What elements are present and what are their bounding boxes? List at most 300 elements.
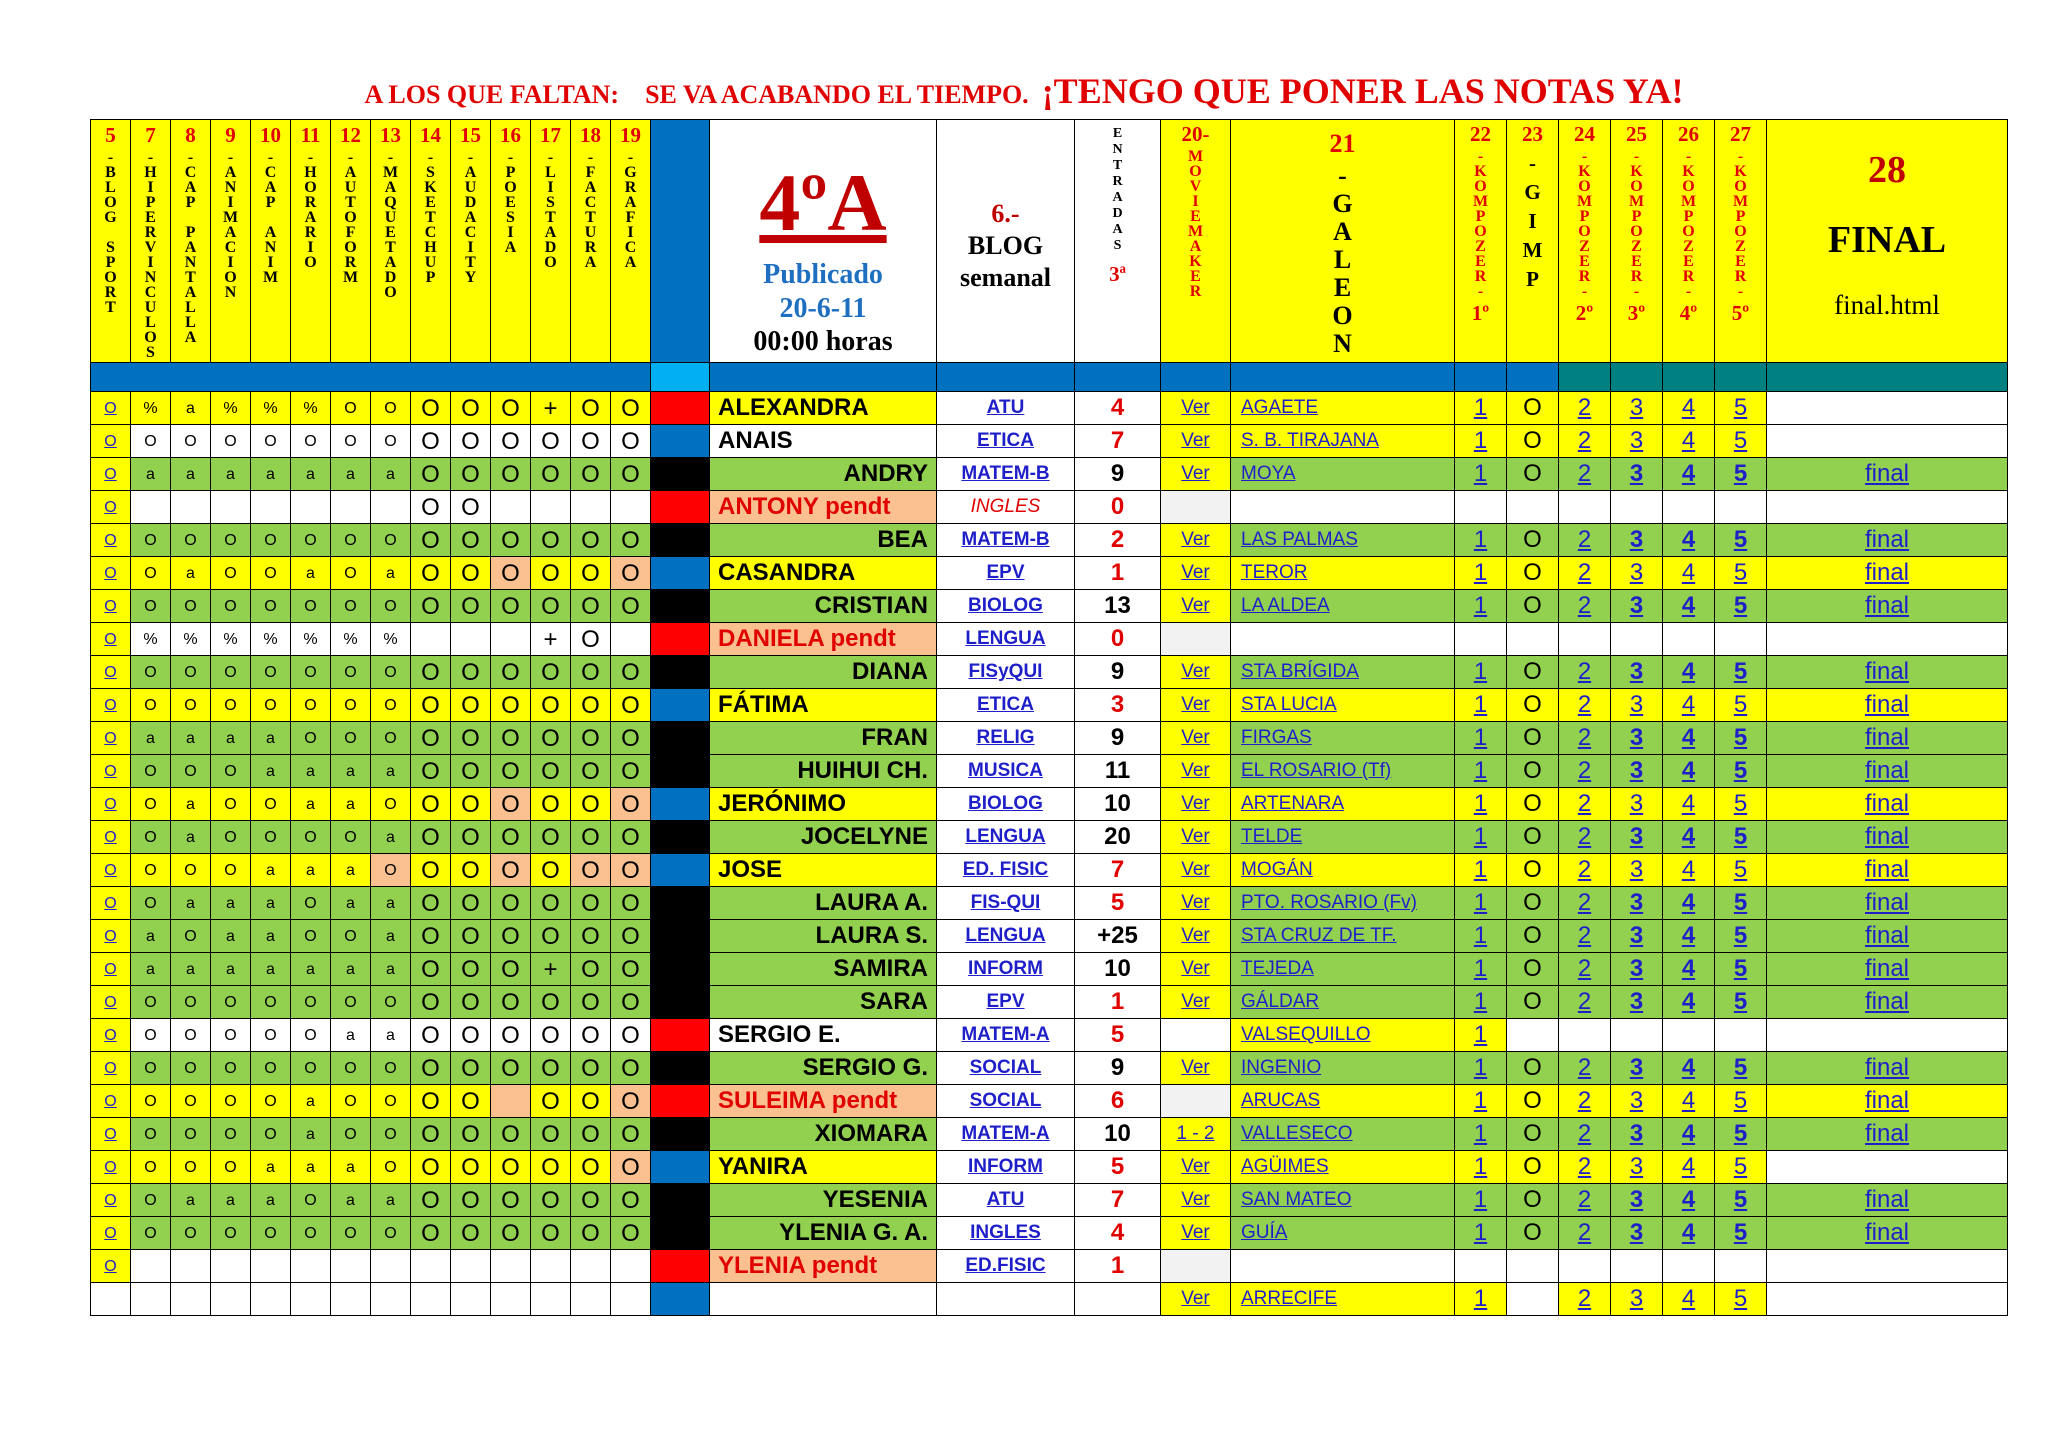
galeon-link[interactable]: INGENIO xyxy=(1231,1052,1455,1085)
kompozer5-link[interactable]: 5 xyxy=(1715,788,1767,821)
kompozer1-link[interactable]: 1 xyxy=(1455,887,1507,920)
activity-cell[interactable]: O xyxy=(91,854,131,887)
kompozer1-link[interactable]: 1 xyxy=(1455,524,1507,557)
kompozer4-link[interactable]: 4 xyxy=(1663,1184,1715,1217)
student-row xyxy=(91,755,2008,788)
blog-link[interactable]: ETICA xyxy=(937,425,1075,458)
kompozer4-link[interactable]: 4 xyxy=(1663,986,1715,1019)
activity-cell[interactable]: O xyxy=(91,425,131,458)
kompozer5-link[interactable]: 5 xyxy=(1715,887,1767,920)
final-link[interactable]: final xyxy=(1767,524,2008,557)
kompozer3-link[interactable]: 3 xyxy=(1611,755,1663,788)
kompozer1-link[interactable]: 1 xyxy=(1455,920,1507,953)
kompozer1-link[interactable]: 1 xyxy=(1455,755,1507,788)
kompozer1-link[interactable]: 1 xyxy=(1455,1151,1507,1184)
kompozer4-link[interactable]: 4 xyxy=(1663,524,1715,557)
moviemaker-link[interactable]: Ver xyxy=(1161,524,1231,557)
kompozer3-link[interactable]: 3 xyxy=(1611,656,1663,689)
galeon-link[interactable]: GUÍA xyxy=(1231,1217,1455,1250)
activity-cell[interactable]: O xyxy=(91,656,131,689)
kompozer2-link[interactable]: 2 xyxy=(1559,392,1611,425)
kompozer4-link[interactable]: 4 xyxy=(1663,887,1715,920)
kompozer2-link[interactable]: 2 xyxy=(1559,920,1611,953)
kompozer3-header xyxy=(1611,120,1663,363)
kompozer3-link[interactable]: 3 xyxy=(1611,821,1663,854)
kompozer4-link[interactable]: 4 xyxy=(1663,425,1715,458)
galeon-link[interactable]: SAN MATEO xyxy=(1231,1184,1455,1217)
kompozer2-num: 24 xyxy=(1574,122,1595,146)
entradas-count: 4 xyxy=(1075,1217,1161,1250)
kompozer4-link[interactable]: 4 xyxy=(1663,689,1715,722)
moviemaker-link[interactable]: Ver xyxy=(1161,425,1231,458)
moviemaker-link[interactable]: Ver xyxy=(1161,590,1231,623)
activity-cell: O xyxy=(451,689,491,722)
activity-cell: O xyxy=(211,1151,251,1184)
final-link[interactable]: final xyxy=(1767,1217,2008,1250)
blog-link[interactable]: LENGUA xyxy=(937,821,1075,854)
kompozer5-link[interactable]: 5 xyxy=(1715,953,1767,986)
kompozer1-link[interactable]: 1 xyxy=(1455,953,1507,986)
activity-cell: O xyxy=(331,1052,371,1085)
blog-link[interactable]: INFORM xyxy=(937,1151,1075,1184)
kompozer1-link[interactable]: 1 xyxy=(1455,425,1507,458)
kompozer5-link xyxy=(1715,1250,1767,1283)
kompozer3-link[interactable]: 3 xyxy=(1611,1283,1663,1316)
kompozer5-link[interactable]: 5 xyxy=(1715,854,1767,887)
blog-link[interactable]: RELIG xyxy=(937,722,1075,755)
galeon-link[interactable]: ARRECIFE xyxy=(1231,1283,1455,1316)
activity-cell[interactable]: O xyxy=(91,524,131,557)
kompozer1-link[interactable]: 1 xyxy=(1455,1019,1507,1052)
kompozer1-link[interactable]: 1 xyxy=(1455,557,1507,590)
moviemaker-link[interactable]: Ver xyxy=(1161,986,1231,1019)
kompozer2-link[interactable]: 2 xyxy=(1559,689,1611,722)
kompozer5-link[interactable]: 5 xyxy=(1715,821,1767,854)
kompozer2-link[interactable]: 2 xyxy=(1559,953,1611,986)
activity-cell[interactable]: O xyxy=(91,821,131,854)
kompozer1-link[interactable]: 1 xyxy=(1455,656,1507,689)
kompozer3-link[interactable]: 3 xyxy=(1611,953,1663,986)
activity-cell: O xyxy=(251,821,291,854)
kompozer4-link[interactable]: 4 xyxy=(1663,1085,1715,1118)
activity-cell xyxy=(411,623,451,656)
moviemaker-link[interactable]: 1 - 2 xyxy=(1161,1118,1231,1151)
activity-cell[interactable]: O xyxy=(91,1250,131,1283)
activity-cell[interactable]: O xyxy=(91,887,131,920)
final-link[interactable]: final xyxy=(1767,821,2008,854)
blog-link[interactable]: MATEM-B xyxy=(937,524,1075,557)
kompozer4-link[interactable]: 4 xyxy=(1663,1283,1715,1316)
kompozer4-link[interactable]: 4 xyxy=(1663,920,1715,953)
blog-link[interactable]: MATEM-B xyxy=(937,458,1075,491)
kompozer3-link[interactable]: 3 xyxy=(1611,1184,1663,1217)
kompozer3-link[interactable]: 3 xyxy=(1611,788,1663,821)
kompozer2-link[interactable]: 2 xyxy=(1559,590,1611,623)
kompozer2-link[interactable]: 2 xyxy=(1559,1052,1611,1085)
blog-link[interactable]: BIOLOG xyxy=(937,788,1075,821)
moviemaker-link[interactable]: Ver xyxy=(1161,887,1231,920)
moviemaker-link[interactable]: Ver xyxy=(1161,1151,1231,1184)
activity-cell: O xyxy=(371,656,411,689)
activity-cell: O xyxy=(571,425,611,458)
kompozer4-link[interactable]: 4 xyxy=(1663,1151,1715,1184)
activity-cell[interactable]: O xyxy=(91,1052,131,1085)
kompozer3-link[interactable]: 3 xyxy=(1611,458,1663,491)
blog-link[interactable]: MUSICA xyxy=(937,755,1075,788)
galeon-link[interactable]: MOYA xyxy=(1231,458,1455,491)
kompozer2-link[interactable]: 2 xyxy=(1559,788,1611,821)
kompozer3-link[interactable]: 3 xyxy=(1611,854,1663,887)
galeon-link[interactable]: S. B. TIRAJANA xyxy=(1231,425,1455,458)
kompozer2-link[interactable]: 2 xyxy=(1559,1184,1611,1217)
final-link[interactable]: final xyxy=(1767,887,2008,920)
activity-cell[interactable]: O xyxy=(91,458,131,491)
student-name: BEA xyxy=(710,524,937,557)
kompozer1-link[interactable]: 1 xyxy=(1455,854,1507,887)
activity-cell[interactable]: O xyxy=(91,623,131,656)
moviemaker-link[interactable]: Ver xyxy=(1161,1184,1231,1217)
moviemaker-link xyxy=(1161,1250,1231,1283)
kompozer3-link[interactable]: 3 xyxy=(1611,1151,1663,1184)
activity-cell[interactable]: O xyxy=(91,920,131,953)
kompozer2-link[interactable]: 2 xyxy=(1559,887,1611,920)
activity-cell: O xyxy=(571,1052,611,1085)
blog-link[interactable]: FISyQUI xyxy=(937,656,1075,689)
kompozer2-link[interactable]: 2 xyxy=(1559,755,1611,788)
blog-link[interactable]: ATU xyxy=(937,1184,1075,1217)
galeon-link[interactable]: STA LUCIA xyxy=(1231,689,1455,722)
kompozer2-link[interactable]: 2 xyxy=(1559,458,1611,491)
kompozer3-link[interactable]: 3 xyxy=(1611,557,1663,590)
blog-link[interactable]: LENGUA xyxy=(937,920,1075,953)
kompozer2-link[interactable]: 2 xyxy=(1559,656,1611,689)
kompozer1-link[interactable]: 1 xyxy=(1455,1283,1507,1316)
kompozer2-link[interactable]: 2 xyxy=(1559,557,1611,590)
status-marker xyxy=(651,392,710,425)
galeon-link[interactable]: AGAETE xyxy=(1231,392,1455,425)
kompozer1-link[interactable]: 1 xyxy=(1455,788,1507,821)
final-link[interactable]: final xyxy=(1767,656,2008,689)
activity-cell: O xyxy=(331,920,371,953)
kompozer4-link[interactable]: 4 xyxy=(1663,392,1715,425)
kompozer5-link[interactable]: 5 xyxy=(1715,722,1767,755)
moviemaker-link[interactable]: Ver xyxy=(1161,689,1231,722)
moviemaker-link[interactable]: Ver xyxy=(1161,392,1231,425)
kompozer3-link[interactable]: 3 xyxy=(1611,392,1663,425)
activity-cell[interactable]: O xyxy=(91,1019,131,1052)
final-link[interactable]: final xyxy=(1767,1118,2008,1151)
activity-cell: O xyxy=(131,1217,171,1250)
activity-cell[interactable]: O xyxy=(91,953,131,986)
kompozer5-link[interactable]: 5 xyxy=(1715,524,1767,557)
kompozer4-link[interactable]: 4 xyxy=(1663,458,1715,491)
activity-cell: O xyxy=(491,1184,531,1217)
activity-cell xyxy=(371,1250,411,1283)
moviemaker-link[interactable]: Ver xyxy=(1161,788,1231,821)
blog-link[interactable]: MATEM-A xyxy=(937,1019,1075,1052)
activity-cell[interactable]: O xyxy=(91,1184,131,1217)
kompozer5-link[interactable]: 5 xyxy=(1715,1052,1767,1085)
kompozer2-link[interactable]: 2 xyxy=(1559,1151,1611,1184)
blog-link[interactable]: SOCIAL xyxy=(937,1085,1075,1118)
kompozer3-link[interactable]: 3 xyxy=(1611,524,1663,557)
final-link[interactable]: final xyxy=(1767,920,2008,953)
kompozer5-link[interactable]: 5 xyxy=(1715,689,1767,722)
blog-link[interactable]: ED.FISIC xyxy=(937,1250,1075,1283)
activity-header-num: 8 xyxy=(185,123,196,147)
final-link[interactable]: final xyxy=(1767,854,2008,887)
activity-cell[interactable]: O xyxy=(91,392,131,425)
activity-cell: + xyxy=(531,953,571,986)
activity-header-num: 10 xyxy=(260,123,281,147)
blog-link[interactable]: INGLES xyxy=(937,1217,1075,1250)
final-link[interactable]: final xyxy=(1767,590,2008,623)
moviemaker-link[interactable]: Ver xyxy=(1161,920,1231,953)
final-link[interactable]: final xyxy=(1767,557,2008,590)
kompozer3-link[interactable]: 3 xyxy=(1611,887,1663,920)
final-link[interactable]: final xyxy=(1767,986,2008,1019)
kompozer5-link[interactable]: 5 xyxy=(1715,392,1767,425)
moviemaker-link[interactable]: Ver xyxy=(1161,953,1231,986)
kompozer3-link[interactable]: 3 xyxy=(1611,590,1663,623)
activity-cell: O xyxy=(291,1052,331,1085)
activity-cell[interactable]: O xyxy=(91,722,131,755)
final-link[interactable]: final xyxy=(1767,458,2008,491)
kompozer1-link[interactable]: 1 xyxy=(1455,458,1507,491)
kompozer4-link[interactable]: 4 xyxy=(1663,1052,1715,1085)
moviemaker-link[interactable]: Ver xyxy=(1161,821,1231,854)
kompozer5-link[interactable]: 5 xyxy=(1715,1184,1767,1217)
kompozer4-link[interactable]: 4 xyxy=(1663,722,1715,755)
student-name: SULEIMA pendt xyxy=(710,1085,937,1118)
activity-cell[interactable]: O xyxy=(91,1217,131,1250)
kompozer4-link[interactable]: 4 xyxy=(1663,1118,1715,1151)
student-name: JOCELYNE xyxy=(710,821,937,854)
activity-cell: O xyxy=(291,689,331,722)
kompozer1-link[interactable]: 1 xyxy=(1455,986,1507,1019)
galeon-link[interactable]: LA ALDEA xyxy=(1231,590,1455,623)
activity-cell[interactable]: O xyxy=(91,788,131,821)
kompozer4-link[interactable]: 4 xyxy=(1663,755,1715,788)
kompozer5-link[interactable]: 5 xyxy=(1715,755,1767,788)
activity-cell[interactable]: O xyxy=(91,491,131,524)
final-link[interactable]: final xyxy=(1767,689,2008,722)
moviemaker-link[interactable]: Ver xyxy=(1161,854,1231,887)
kompozer2-link[interactable]: 2 xyxy=(1559,722,1611,755)
blog-link[interactable]: FIS-QUI xyxy=(937,887,1075,920)
final-link[interactable]: final xyxy=(1767,1085,2008,1118)
kompozer3-link[interactable]: 3 xyxy=(1611,986,1663,1019)
kompozer5-link[interactable]: 5 xyxy=(1715,986,1767,1019)
kompozer3-link[interactable]: 3 xyxy=(1611,722,1663,755)
kompozer4-link[interactable]: 4 xyxy=(1663,1217,1715,1250)
blog-link[interactable]: LENGUA xyxy=(937,623,1075,656)
activity-cell[interactable]: O xyxy=(91,590,131,623)
galeon-link[interactable]: STA BRÍGIDA xyxy=(1231,656,1455,689)
separator-row xyxy=(91,363,2008,392)
kompozer4-link[interactable]: 4 xyxy=(1663,656,1715,689)
final-link[interactable]: final xyxy=(1767,1184,2008,1217)
kompozer2-link[interactable]: 2 xyxy=(1559,1217,1611,1250)
activity-cell: O xyxy=(131,590,171,623)
kompozer1-link[interactable]: 1 xyxy=(1455,1184,1507,1217)
activity-cell: O xyxy=(411,524,451,557)
grades-table xyxy=(90,119,2008,1316)
galeon-link[interactable]: GÁLDAR xyxy=(1231,986,1455,1019)
blog-link[interactable]: SOCIAL xyxy=(937,1052,1075,1085)
kompozer3-link[interactable]: 3 xyxy=(1611,920,1663,953)
blog-link[interactable]: EPV xyxy=(937,557,1075,590)
kompozer5-link[interactable]: 5 xyxy=(1715,1118,1767,1151)
moviemaker-link[interactable]: Ver xyxy=(1161,458,1231,491)
final-link[interactable]: final xyxy=(1767,788,2008,821)
galeon-link[interactable]: MOGÁN xyxy=(1231,854,1455,887)
activity-cell[interactable]: O xyxy=(91,557,131,590)
kompozer1-link[interactable]: 1 xyxy=(1455,590,1507,623)
kompozer5-link[interactable]: 5 xyxy=(1715,590,1767,623)
kompozer1-link[interactable]: 1 xyxy=(1455,689,1507,722)
blog-link[interactable]: INFORM xyxy=(937,953,1075,986)
kompozer2-link[interactable]: 2 xyxy=(1559,854,1611,887)
moviemaker-link[interactable]: Ver xyxy=(1161,557,1231,590)
final-link[interactable]: final xyxy=(1767,755,2008,788)
kompozer4-link[interactable]: 4 xyxy=(1663,953,1715,986)
activity-cell: a xyxy=(371,1019,411,1052)
activity-cell: O xyxy=(211,1019,251,1052)
kompozer3-link[interactable]: 3 xyxy=(1611,689,1663,722)
activity-cell[interactable]: O xyxy=(91,986,131,1019)
kompozer4-num: 26 xyxy=(1678,122,1699,146)
kompozer3-link[interactable]: 3 xyxy=(1611,425,1663,458)
blog-link[interactable]: EPV xyxy=(937,986,1075,1019)
kompozer4-link[interactable]: 4 xyxy=(1663,557,1715,590)
moviemaker-link[interactable]: Ver xyxy=(1161,656,1231,689)
kompozer5-link[interactable]: 5 xyxy=(1715,656,1767,689)
activity-cell: O xyxy=(171,656,211,689)
kompozer4-link[interactable]: 4 xyxy=(1663,821,1715,854)
moviemaker-link[interactable]: Ver xyxy=(1161,722,1231,755)
activity-cell[interactable]: O xyxy=(91,689,131,722)
galeon-link[interactable]: VALLESECO xyxy=(1231,1118,1455,1151)
kompozer2-link[interactable]: 2 xyxy=(1559,1085,1611,1118)
galeon-link[interactable]: FIRGAS xyxy=(1231,722,1455,755)
galeon-link[interactable]: LAS PALMAS xyxy=(1231,524,1455,557)
kompozer2-link xyxy=(1559,623,1611,656)
galeon-link[interactable]: ARTENARA xyxy=(1231,788,1455,821)
moviemaker-link[interactable]: Ver xyxy=(1161,1283,1231,1316)
galeon-link[interactable]: STA CRUZ DE TF. xyxy=(1231,920,1455,953)
activity-cell[interactable]: O xyxy=(91,1118,131,1151)
kompozer5-link[interactable]: 5 xyxy=(1715,1085,1767,1118)
kompozer5-link[interactable]: 5 xyxy=(1715,920,1767,953)
galeon-link[interactable]: ARUCAS xyxy=(1231,1085,1455,1118)
gimp-cell: O xyxy=(1507,689,1559,722)
galeon-link[interactable]: TELDE xyxy=(1231,821,1455,854)
kompozer2-link xyxy=(1559,491,1611,524)
galeon-link[interactable]: AGÜIMES xyxy=(1231,1151,1455,1184)
activity-cell: % xyxy=(131,392,171,425)
blog-link[interactable]: ETICA xyxy=(937,689,1075,722)
activity-cell: O xyxy=(491,788,531,821)
kompozer2-link[interactable]: 2 xyxy=(1559,1118,1611,1151)
kompozer5-link[interactable]: 5 xyxy=(1715,425,1767,458)
final-link[interactable]: final xyxy=(1767,722,2008,755)
activity-cell: O xyxy=(491,1151,531,1184)
kompozer2-label: - K O M P O Z E R - xyxy=(1576,148,1593,300)
kompozer2-link[interactable]: 2 xyxy=(1559,524,1611,557)
final-link[interactable]: final xyxy=(1767,1052,2008,1085)
activity-cell: O xyxy=(131,1085,171,1118)
kompozer3-link[interactable]: 3 xyxy=(1611,1052,1663,1085)
moviemaker-link[interactable]: Ver xyxy=(1161,1052,1231,1085)
galeon-link[interactable]: TEROR xyxy=(1231,557,1455,590)
galeon-link[interactable]: PTO. ROSARIO (Fv) xyxy=(1231,887,1455,920)
kompozer5-link[interactable]: 5 xyxy=(1715,1217,1767,1250)
kompozer2-link[interactable]: 2 xyxy=(1559,425,1611,458)
kompozer2-link[interactable]: 2 xyxy=(1559,821,1611,854)
kompozer5-link[interactable]: 5 xyxy=(1715,557,1767,590)
activity-cell[interactable]: O xyxy=(91,1085,131,1118)
status-marker xyxy=(651,590,710,623)
blog-link[interactable]: MATEM-A xyxy=(937,1118,1075,1151)
activity-cell: a xyxy=(171,1184,211,1217)
galeon-link[interactable]: TEJEDA xyxy=(1231,953,1455,986)
kompozer4-link[interactable]: 4 xyxy=(1663,788,1715,821)
kompozer5-label: - K O M P O Z E R - xyxy=(1732,148,1749,300)
kompozer2-link[interactable]: 2 xyxy=(1559,1283,1611,1316)
kompozer3-link[interactable]: 3 xyxy=(1611,1217,1663,1250)
activity-cell: O xyxy=(411,953,451,986)
blog-link[interactable]: ATU xyxy=(937,392,1075,425)
blog-link[interactable]: BIOLOG xyxy=(937,590,1075,623)
moviemaker-link[interactable]: Ver xyxy=(1161,755,1231,788)
kompozer4-link[interactable]: 4 xyxy=(1663,854,1715,887)
kompozer3-link[interactable]: 3 xyxy=(1611,1085,1663,1118)
activity-cell: a xyxy=(291,557,331,590)
activity-cell: O xyxy=(531,1118,571,1151)
kompozer1-link[interactable]: 1 xyxy=(1455,1217,1507,1250)
kompozer2-link[interactable]: 2 xyxy=(1559,986,1611,1019)
activity-cell[interactable]: O xyxy=(91,1151,131,1184)
kompozer5-link[interactable]: 5 xyxy=(1715,458,1767,491)
blog-link[interactable]: INGLES xyxy=(937,491,1075,524)
activity-cell: O xyxy=(531,755,571,788)
kompozer1-link[interactable]: 1 xyxy=(1455,722,1507,755)
student-name: ALEXANDRA xyxy=(710,392,937,425)
activity-cell[interactable]: O xyxy=(91,755,131,788)
published-label: Publicado xyxy=(763,259,883,290)
blog-link[interactable]: ED. FISIC xyxy=(937,854,1075,887)
kompozer1-link[interactable]: 1 xyxy=(1455,1052,1507,1085)
kompozer1-link[interactable]: 1 xyxy=(1455,1085,1507,1118)
gimp-cell: O xyxy=(1507,524,1559,557)
kompozer5-link[interactable]: 5 xyxy=(1715,1151,1767,1184)
activity-cell: O xyxy=(411,425,451,458)
galeon-link[interactable]: VALSEQUILLO xyxy=(1231,1019,1455,1052)
kompozer4-link[interactable]: 4 xyxy=(1663,590,1715,623)
final-link[interactable]: final xyxy=(1767,953,2008,986)
activity-cell: O xyxy=(531,887,571,920)
kompozer1-link[interactable]: 1 xyxy=(1455,392,1507,425)
final-link xyxy=(1767,1019,2008,1052)
kompozer3-link[interactable]: 3 xyxy=(1611,1118,1663,1151)
kompozer1-link[interactable]: 1 xyxy=(1455,1118,1507,1151)
kompozer5-link[interactable]: 5 xyxy=(1715,1283,1767,1316)
kompozer1-link[interactable]: 1 xyxy=(1455,821,1507,854)
moviemaker-link[interactable]: Ver xyxy=(1161,1217,1231,1250)
activity-cell: O xyxy=(571,458,611,491)
galeon-link[interactable]: EL ROSARIO (Tf) xyxy=(1231,755,1455,788)
